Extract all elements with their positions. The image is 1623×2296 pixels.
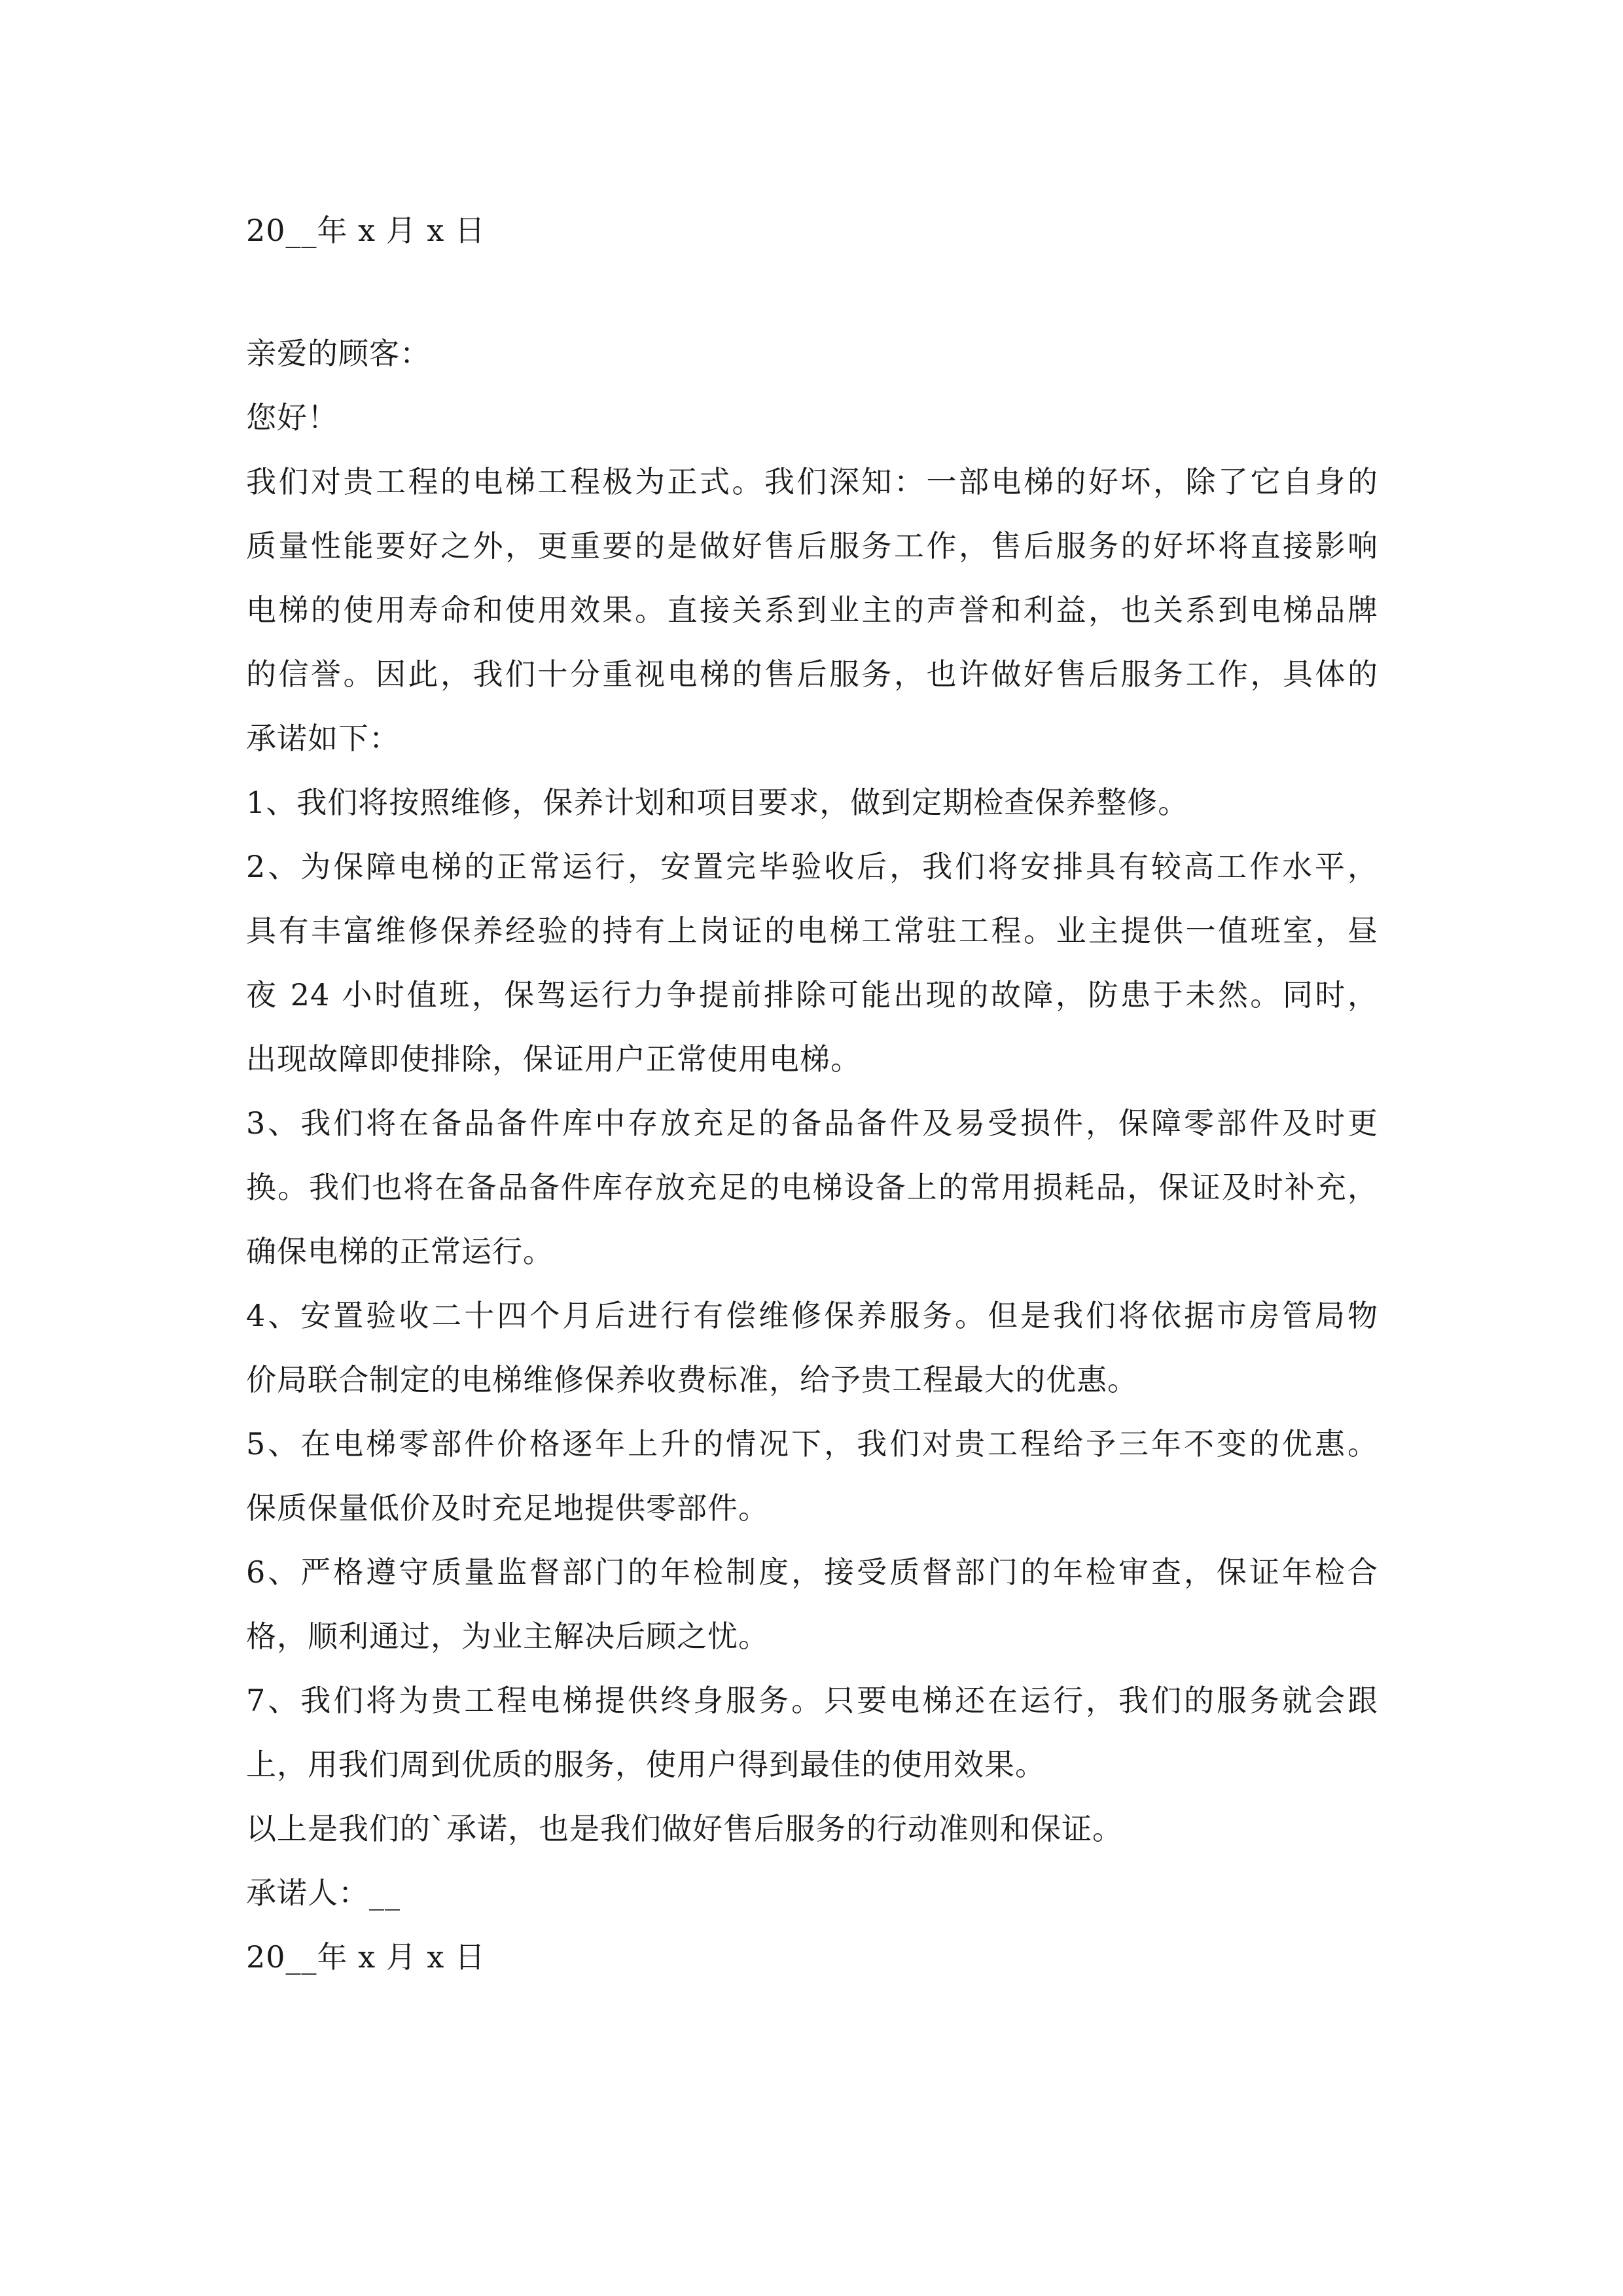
date-bottom: 20__年 x 月 x 日 — [246, 1939, 486, 1975]
item-6-line-1: 6、严格遵守质量监督部门的年检制度，接受质督部门的年检审查，保证年检合 — [246, 1554, 1378, 1590]
greeting: 您好！ — [246, 400, 338, 435]
item-2-line-3: 夜 24 小时值班，保驾运行力争提前排除可能出现的故障，防患于未然。同时， — [246, 977, 1378, 1013]
intro-line-3: 电梯的使用寿命和使用效果。直接关系到业主的声誉和利益，也关系到电梯品牌 — [246, 592, 1378, 628]
salutation: 亲爱的顾客： — [246, 336, 431, 371]
item-4-line-2: 价局联合制定的电梯维修保养收费标准，给予贵工程最大的优惠。 — [246, 1362, 1138, 1397]
item-5-line-1: 5、在电梯零部件价格逐年上升的情况下，我们对贵工程给予三年不变的优惠。 — [246, 1426, 1378, 1462]
item-2-line-2: 具有丰富维修保养经验的持有上岗证的电梯工常驻工程。业主提供一值班室，昼 — [246, 913, 1378, 948]
item-7-line-1: 7、我们将为贵工程电梯提供终身服务。只要电梯还在运行，我们的服务就会跟 — [246, 1683, 1378, 1718]
intro-line-2: 质量性能要好之外，更重要的是做好售后服务工作，售后服务的好坏将直接影响 — [246, 528, 1378, 564]
item-7-line-2: 上，用我们周到优质的服务，使用户得到最佳的使用效果。 — [246, 1747, 1046, 1782]
intro-line-4: 的信誉。因此，我们十分重视电梯的售后服务，也许做好售后服务工作，具体的 — [246, 656, 1378, 692]
item-3-line-1: 3、我们将在备品备件库中存放充足的备品备件及易受损件，保障零部件及时更 — [246, 1105, 1378, 1141]
item-4-line-1: 4、安置验收二十四个月后进行有偿维修保养服务。但是我们将依据市房管局物 — [246, 1298, 1378, 1333]
item-3-line-2: 换。我们也将在备品备件库存放充足的电梯设备上的常用损耗品，保证及时补充， — [246, 1170, 1378, 1205]
item-1-line-1: 1、我们将按照维修，保养计划和项目要求，做到定期检查保养整修。 — [246, 785, 1189, 820]
item-5-line-2: 保质保量低价及时充足地提供零部件。 — [246, 1490, 769, 1526]
date-top: 20__年 x 月 x 日 — [246, 213, 486, 248]
signer-line: 承诺人：__ — [246, 1875, 401, 1910]
item-2-line-4: 出现故障即使排除，保证用户正常使用电梯。 — [246, 1041, 861, 1077]
item-3-line-3: 确保电梯的正常运行。 — [246, 1234, 554, 1269]
item-2-line-1: 2、为保障电梯的正常运行，安置完毕验收后，我们将安排具有较高工作水平， — [246, 849, 1378, 884]
intro-line-1: 我们对贵工程的电梯工程极为正式。我们深知：一部电梯的好坏，除了它自身的 — [246, 464, 1378, 499]
item-6-line-2: 格，顺利通过，为业主解决后顾之忧。 — [246, 1619, 769, 1654]
intro-line-5: 承诺如下： — [246, 721, 400, 756]
closing-statement: 以上是我们的`承诺，也是我们做好售后服务的行动准则和保证。 — [246, 1811, 1123, 1846]
